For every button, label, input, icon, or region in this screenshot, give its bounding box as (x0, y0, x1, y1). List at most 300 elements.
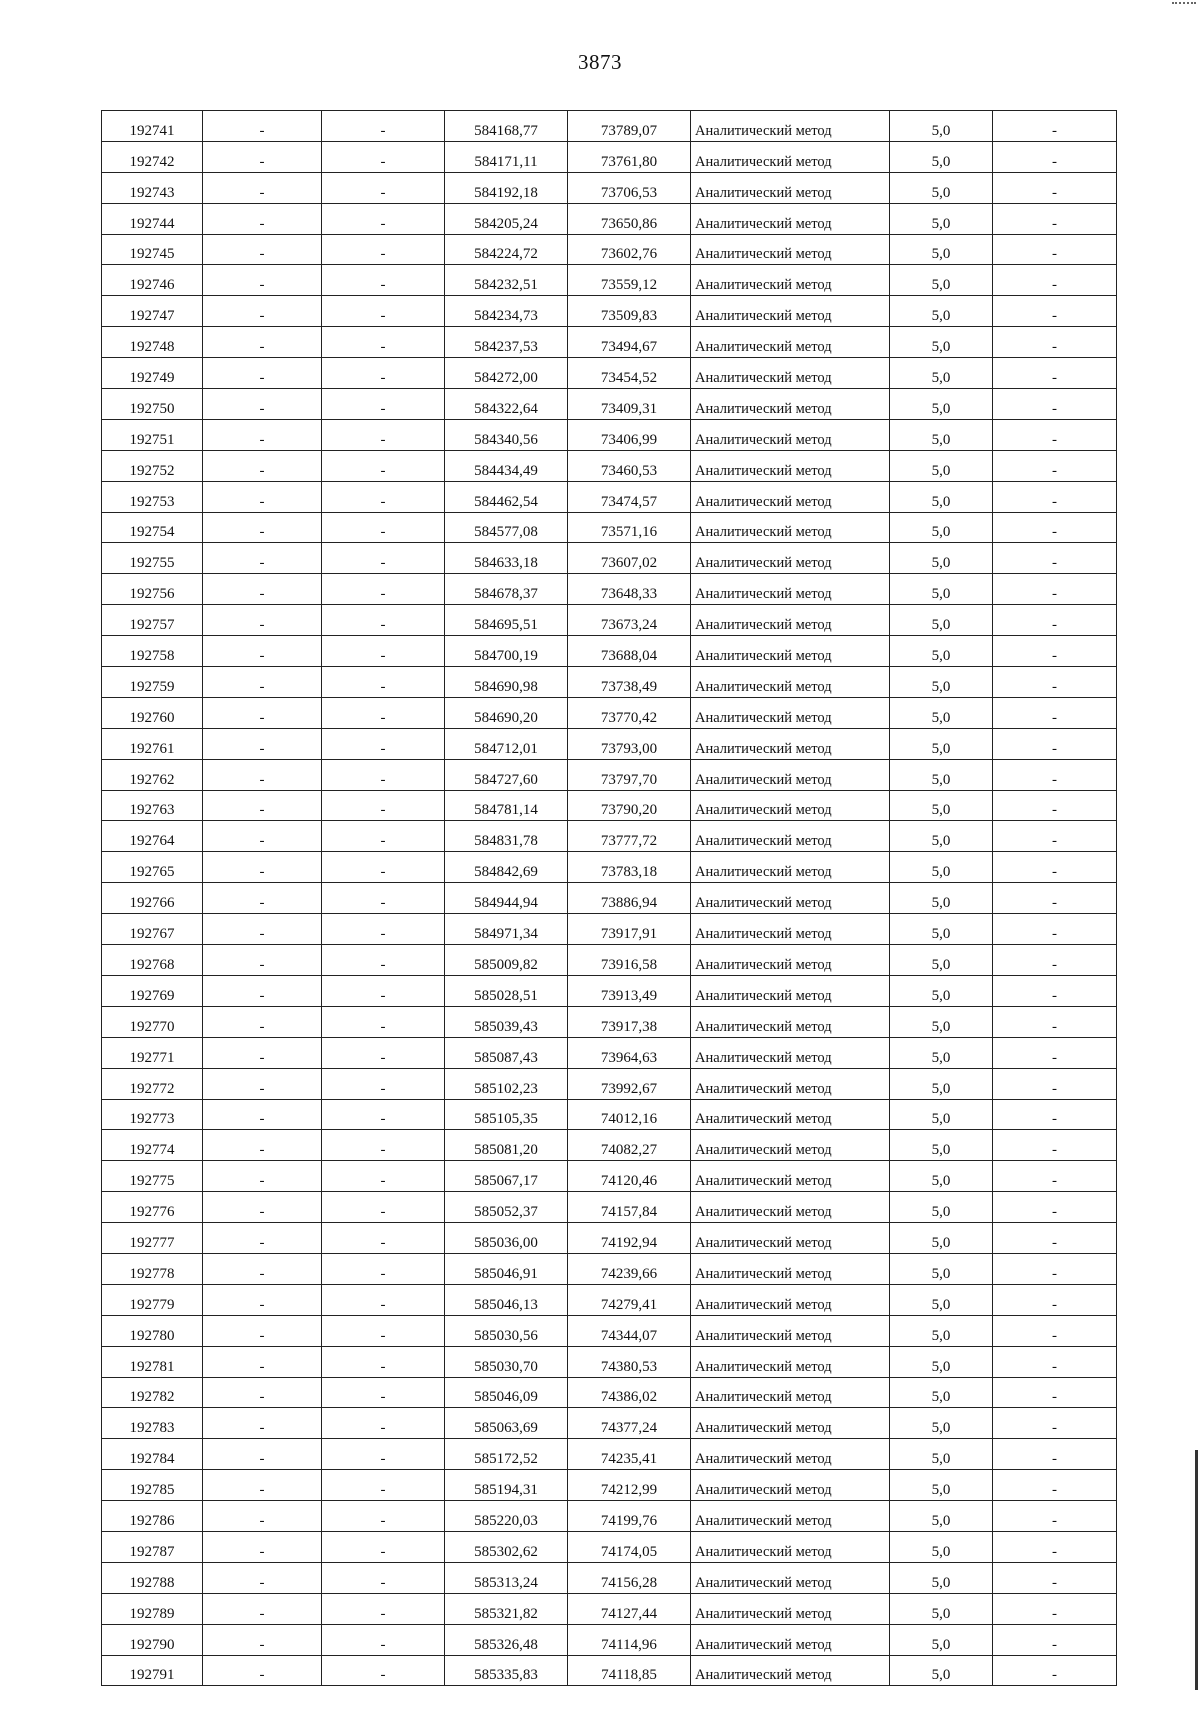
table-row (102, 450, 1117, 481)
table-row (102, 667, 1117, 698)
accuracy-cell: 5,0 (890, 1346, 993, 1377)
description-cell: - (993, 358, 1117, 389)
empty-value-cell: - (203, 1593, 322, 1624)
point-number-cell: 192766 (102, 883, 203, 914)
y-coordinate-cell: 74386,02 (568, 1377, 691, 1408)
y-coordinate-cell: 73571,16 (568, 512, 691, 543)
empty-value-cell: - (203, 636, 322, 667)
table-row (102, 852, 1117, 883)
y-coordinate-cell: 74120,46 (568, 1161, 691, 1192)
empty-value-cell: - (322, 852, 445, 883)
description-cell: - (993, 234, 1117, 265)
empty-value-cell: - (203, 1655, 322, 1686)
table-row (102, 914, 1117, 945)
table-row (102, 790, 1117, 821)
point-number-cell: 192745 (102, 234, 203, 265)
table-row (102, 389, 1117, 420)
accuracy-cell: 5,0 (890, 1655, 993, 1686)
y-coordinate-cell: 73916,58 (568, 945, 691, 976)
x-coordinate-cell: 585326,48 (445, 1624, 568, 1655)
description-cell: - (993, 1408, 1117, 1439)
empty-value-cell: - (203, 728, 322, 759)
empty-value-cell: - (203, 1099, 322, 1130)
point-number-cell: 192777 (102, 1223, 203, 1254)
table-row (102, 1470, 1117, 1501)
table-row (102, 728, 1117, 759)
y-coordinate-cell: 73460,53 (568, 450, 691, 481)
empty-value-cell: - (322, 234, 445, 265)
x-coordinate-cell: 585105,35 (445, 1099, 568, 1130)
empty-value-cell: - (322, 1531, 445, 1562)
empty-value-cell: - (322, 265, 445, 296)
y-coordinate-cell: 74279,41 (568, 1284, 691, 1315)
method-cell: Аналитический метод (691, 914, 890, 945)
accuracy-cell: 5,0 (890, 481, 993, 512)
empty-value-cell: - (322, 821, 445, 852)
empty-value-cell: - (203, 1223, 322, 1254)
point-number-cell: 192754 (102, 512, 203, 543)
description-cell: - (993, 1531, 1117, 1562)
x-coordinate-cell: 584781,14 (445, 790, 568, 821)
x-coordinate-cell: 585067,17 (445, 1161, 568, 1192)
description-cell: - (993, 512, 1117, 543)
empty-value-cell: - (322, 945, 445, 976)
scan-margin-line (1195, 1450, 1198, 1690)
table-row (102, 759, 1117, 790)
y-coordinate-cell: 73917,38 (568, 1006, 691, 1037)
point-number-cell: 192770 (102, 1006, 203, 1037)
y-coordinate-cell: 73789,07 (568, 111, 691, 142)
description-cell: - (993, 852, 1117, 883)
x-coordinate-cell: 585313,24 (445, 1562, 568, 1593)
accuracy-cell: 5,0 (890, 296, 993, 327)
y-coordinate-cell: 73607,02 (568, 543, 691, 574)
description-cell: - (993, 1037, 1117, 1068)
x-coordinate-cell: 584168,77 (445, 111, 568, 142)
accuracy-cell: 5,0 (890, 975, 993, 1006)
y-coordinate-cell: 73777,72 (568, 821, 691, 852)
accuracy-cell: 5,0 (890, 1315, 993, 1346)
empty-value-cell: - (203, 389, 322, 420)
x-coordinate-cell: 584944,94 (445, 883, 568, 914)
method-cell: Аналитический метод (691, 1037, 890, 1068)
accuracy-cell: 5,0 (890, 203, 993, 234)
empty-value-cell: - (322, 883, 445, 914)
y-coordinate-cell: 73964,63 (568, 1037, 691, 1068)
table-row (102, 481, 1117, 512)
empty-value-cell: - (322, 327, 445, 358)
description-cell: - (993, 759, 1117, 790)
accuracy-cell: 5,0 (890, 1562, 993, 1593)
table-row (102, 1161, 1117, 1192)
point-number-cell: 192791 (102, 1655, 203, 1686)
accuracy-cell: 5,0 (890, 234, 993, 265)
point-number-cell: 192759 (102, 667, 203, 698)
accuracy-cell: 5,0 (890, 852, 993, 883)
accuracy-cell: 5,0 (890, 111, 993, 142)
empty-value-cell: - (203, 697, 322, 728)
point-number-cell: 192767 (102, 914, 203, 945)
description-cell: - (993, 1068, 1117, 1099)
empty-value-cell: - (322, 1192, 445, 1223)
point-number-cell: 192789 (102, 1593, 203, 1624)
table-row (102, 1068, 1117, 1099)
description-cell: - (993, 265, 1117, 296)
empty-value-cell: - (322, 358, 445, 389)
table-row (102, 883, 1117, 914)
accuracy-cell: 5,0 (890, 914, 993, 945)
point-number-cell: 192771 (102, 1037, 203, 1068)
empty-value-cell: - (203, 327, 322, 358)
point-number-cell: 192742 (102, 141, 203, 172)
empty-value-cell: - (203, 945, 322, 976)
y-coordinate-cell: 73559,12 (568, 265, 691, 296)
method-cell: Аналитический метод (691, 1624, 890, 1655)
table-row (102, 512, 1117, 543)
empty-value-cell: - (203, 512, 322, 543)
y-coordinate-cell: 73494,67 (568, 327, 691, 358)
accuracy-cell: 5,0 (890, 1192, 993, 1223)
empty-value-cell: - (322, 1377, 445, 1408)
table-row (102, 172, 1117, 203)
method-cell: Аналитический метод (691, 234, 890, 265)
description-cell: - (993, 172, 1117, 203)
point-number-cell: 192775 (102, 1161, 203, 1192)
empty-value-cell: - (203, 1624, 322, 1655)
method-cell: Аналитический метод (691, 1068, 890, 1099)
empty-value-cell: - (203, 1531, 322, 1562)
method-cell: Аналитический метод (691, 1470, 890, 1501)
accuracy-cell: 5,0 (890, 1408, 993, 1439)
point-number-cell: 192747 (102, 296, 203, 327)
method-cell: Аналитический метод (691, 203, 890, 234)
empty-value-cell: - (203, 759, 322, 790)
method-cell: Аналитический метод (691, 605, 890, 636)
point-number-cell: 192769 (102, 975, 203, 1006)
accuracy-cell: 5,0 (890, 172, 993, 203)
point-number-cell: 192752 (102, 450, 203, 481)
empty-value-cell: - (322, 1037, 445, 1068)
point-number-cell: 192774 (102, 1130, 203, 1161)
y-coordinate-cell: 73992,67 (568, 1068, 691, 1099)
accuracy-cell: 5,0 (890, 790, 993, 821)
method-cell: Аналитический метод (691, 883, 890, 914)
empty-value-cell: - (203, 543, 322, 574)
x-coordinate-cell: 585335,83 (445, 1655, 568, 1686)
table-row (102, 1037, 1117, 1068)
y-coordinate-cell: 73783,18 (568, 852, 691, 883)
description-cell: - (993, 667, 1117, 698)
method-cell: Аналитический метод (691, 728, 890, 759)
method-cell: Аналитический метод (691, 327, 890, 358)
empty-value-cell: - (203, 914, 322, 945)
table-row (102, 1284, 1117, 1315)
method-cell: Аналитический метод (691, 1192, 890, 1223)
point-number-cell: 192762 (102, 759, 203, 790)
point-number-cell: 192778 (102, 1253, 203, 1284)
empty-value-cell: - (322, 1130, 445, 1161)
table-row (102, 1223, 1117, 1254)
accuracy-cell: 5,0 (890, 1099, 993, 1130)
y-coordinate-cell: 74377,24 (568, 1408, 691, 1439)
accuracy-cell: 5,0 (890, 1253, 993, 1284)
empty-value-cell: - (322, 1315, 445, 1346)
accuracy-cell: 5,0 (890, 697, 993, 728)
description-cell: - (993, 450, 1117, 481)
empty-value-cell: - (322, 975, 445, 1006)
method-cell: Аналитический метод (691, 172, 890, 203)
empty-value-cell: - (203, 203, 322, 234)
empty-value-cell: - (203, 1377, 322, 1408)
empty-value-cell: - (322, 450, 445, 481)
description-cell: - (993, 141, 1117, 172)
empty-value-cell: - (322, 759, 445, 790)
point-number-cell: 192763 (102, 790, 203, 821)
empty-value-cell: - (322, 543, 445, 574)
y-coordinate-cell: 74380,53 (568, 1346, 691, 1377)
table-row (102, 1531, 1117, 1562)
point-number-cell: 192781 (102, 1346, 203, 1377)
x-coordinate-cell: 584678,37 (445, 574, 568, 605)
empty-value-cell: - (322, 1562, 445, 1593)
empty-value-cell: - (322, 1439, 445, 1470)
empty-value-cell: - (322, 111, 445, 142)
x-coordinate-cell: 585081,20 (445, 1130, 568, 1161)
empty-value-cell: - (322, 1006, 445, 1037)
x-coordinate-cell: 584322,64 (445, 389, 568, 420)
y-coordinate-cell: 73673,24 (568, 605, 691, 636)
accuracy-cell: 5,0 (890, 1501, 993, 1532)
method-cell: Аналитический метод (691, 697, 890, 728)
description-cell: - (993, 636, 1117, 667)
empty-value-cell: - (322, 1223, 445, 1254)
point-number-cell: 192786 (102, 1501, 203, 1532)
point-number-cell: 192768 (102, 945, 203, 976)
empty-value-cell: - (322, 605, 445, 636)
table-row (102, 1501, 1117, 1532)
point-number-cell: 192751 (102, 419, 203, 450)
method-cell: Аналитический метод (691, 1593, 890, 1624)
x-coordinate-cell: 584842,69 (445, 852, 568, 883)
empty-value-cell: - (203, 419, 322, 450)
point-number-cell: 192756 (102, 574, 203, 605)
x-coordinate-cell: 585052,37 (445, 1192, 568, 1223)
table-row (102, 697, 1117, 728)
y-coordinate-cell: 73688,04 (568, 636, 691, 667)
x-coordinate-cell: 585321,82 (445, 1593, 568, 1624)
x-coordinate-cell: 584224,72 (445, 234, 568, 265)
table-row (102, 327, 1117, 358)
accuracy-cell: 5,0 (890, 821, 993, 852)
accuracy-cell: 5,0 (890, 1593, 993, 1624)
accuracy-cell: 5,0 (890, 636, 993, 667)
point-number-cell: 192746 (102, 265, 203, 296)
accuracy-cell: 5,0 (890, 1470, 993, 1501)
x-coordinate-cell: 585039,43 (445, 1006, 568, 1037)
y-coordinate-cell: 73797,70 (568, 759, 691, 790)
y-coordinate-cell: 74082,27 (568, 1130, 691, 1161)
y-coordinate-cell: 73648,33 (568, 574, 691, 605)
empty-value-cell: - (322, 419, 445, 450)
method-cell: Аналитический метод (691, 1284, 890, 1315)
empty-value-cell: - (322, 203, 445, 234)
empty-value-cell: - (203, 481, 322, 512)
point-number-cell: 192773 (102, 1099, 203, 1130)
empty-value-cell: - (203, 450, 322, 481)
y-coordinate-cell: 73650,86 (568, 203, 691, 234)
point-number-cell: 192790 (102, 1624, 203, 1655)
y-coordinate-cell: 73793,00 (568, 728, 691, 759)
x-coordinate-cell: 584712,01 (445, 728, 568, 759)
point-number-cell: 192750 (102, 389, 203, 420)
method-cell: Аналитический метод (691, 1253, 890, 1284)
y-coordinate-cell: 73790,20 (568, 790, 691, 821)
x-coordinate-cell: 585194,31 (445, 1470, 568, 1501)
point-number-cell: 192749 (102, 358, 203, 389)
empty-value-cell: - (322, 1593, 445, 1624)
description-cell: - (993, 1253, 1117, 1284)
method-cell: Аналитический метод (691, 1006, 890, 1037)
empty-value-cell: - (203, 1284, 322, 1315)
description-cell: - (993, 1377, 1117, 1408)
x-coordinate-cell: 584727,60 (445, 759, 568, 790)
y-coordinate-cell: 73917,91 (568, 914, 691, 945)
description-cell: - (993, 697, 1117, 728)
empty-value-cell: - (322, 667, 445, 698)
empty-value-cell: - (322, 1501, 445, 1532)
table-row (102, 1253, 1117, 1284)
accuracy-cell: 5,0 (890, 667, 993, 698)
x-coordinate-cell: 585030,56 (445, 1315, 568, 1346)
empty-value-cell: - (203, 1501, 322, 1532)
accuracy-cell: 5,0 (890, 512, 993, 543)
y-coordinate-cell: 74012,16 (568, 1099, 691, 1130)
description-cell: - (993, 1346, 1117, 1377)
table-row (102, 203, 1117, 234)
accuracy-cell: 5,0 (890, 1624, 993, 1655)
empty-value-cell: - (203, 790, 322, 821)
empty-value-cell: - (322, 1284, 445, 1315)
empty-value-cell: - (203, 975, 322, 1006)
method-cell: Аналитический метод (691, 296, 890, 327)
method-cell: Аналитический метод (691, 512, 890, 543)
point-number-cell: 192784 (102, 1439, 203, 1470)
description-cell: - (993, 1006, 1117, 1037)
empty-value-cell: - (203, 1006, 322, 1037)
method-cell: Аналитический метод (691, 945, 890, 976)
method-cell: Аналитический метод (691, 821, 890, 852)
description-cell: - (993, 1624, 1117, 1655)
empty-value-cell: - (322, 1099, 445, 1130)
description-cell: - (993, 728, 1117, 759)
method-cell: Аналитический метод (691, 1161, 890, 1192)
table-row (102, 141, 1117, 172)
accuracy-cell: 5,0 (890, 945, 993, 976)
method-cell: Аналитический метод (691, 1531, 890, 1562)
accuracy-cell: 5,0 (890, 358, 993, 389)
coordinates-table (101, 110, 1117, 1686)
empty-value-cell: - (322, 512, 445, 543)
empty-value-cell: - (322, 389, 445, 420)
method-cell: Аналитический метод (691, 574, 890, 605)
x-coordinate-cell: 584690,98 (445, 667, 568, 698)
description-cell: - (993, 1161, 1117, 1192)
description-cell: - (993, 574, 1117, 605)
table-row (102, 358, 1117, 389)
table-row (102, 543, 1117, 574)
description-cell: - (993, 975, 1117, 1006)
x-coordinate-cell: 584272,00 (445, 358, 568, 389)
method-cell: Аналитический метод (691, 667, 890, 698)
x-coordinate-cell: 585036,00 (445, 1223, 568, 1254)
table-row (102, 234, 1117, 265)
point-number-cell: 192787 (102, 1531, 203, 1562)
point-number-cell: 192779 (102, 1284, 203, 1315)
empty-value-cell: - (203, 1346, 322, 1377)
y-coordinate-cell: 74114,96 (568, 1624, 691, 1655)
empty-value-cell: - (203, 1037, 322, 1068)
x-coordinate-cell: 584232,51 (445, 265, 568, 296)
x-coordinate-cell: 585302,62 (445, 1531, 568, 1562)
method-cell: Аналитический метод (691, 265, 890, 296)
y-coordinate-cell: 73886,94 (568, 883, 691, 914)
x-coordinate-cell: 584690,20 (445, 697, 568, 728)
method-cell: Аналитический метод (691, 111, 890, 142)
x-coordinate-cell: 584700,19 (445, 636, 568, 667)
point-number-cell: 192783 (102, 1408, 203, 1439)
description-cell: - (993, 790, 1117, 821)
table-row (102, 1593, 1117, 1624)
description-cell: - (993, 203, 1117, 234)
point-number-cell: 192760 (102, 697, 203, 728)
empty-value-cell: - (203, 852, 322, 883)
table-row (102, 1099, 1117, 1130)
y-coordinate-cell: 74239,66 (568, 1253, 691, 1284)
empty-value-cell: - (203, 1192, 322, 1223)
point-number-cell: 192743 (102, 172, 203, 203)
empty-value-cell: - (322, 1624, 445, 1655)
x-coordinate-cell: 584205,24 (445, 203, 568, 234)
method-cell: Аналитический метод (691, 1099, 890, 1130)
description-cell: - (993, 111, 1117, 142)
accuracy-cell: 5,0 (890, 1223, 993, 1254)
description-cell: - (993, 1439, 1117, 1470)
method-cell: Аналитический метод (691, 790, 890, 821)
empty-value-cell: - (203, 574, 322, 605)
page-number: 3873 (578, 50, 622, 74)
y-coordinate-cell: 73406,99 (568, 419, 691, 450)
description-cell: - (993, 883, 1117, 914)
accuracy-cell: 5,0 (890, 1377, 993, 1408)
y-coordinate-cell: 74192,94 (568, 1223, 691, 1254)
point-number-cell: 192772 (102, 1068, 203, 1099)
method-cell: Аналитический метод (691, 543, 890, 574)
table-row (102, 1192, 1117, 1223)
table-row (102, 1130, 1117, 1161)
x-coordinate-cell: 585063,69 (445, 1408, 568, 1439)
x-coordinate-cell: 584237,53 (445, 327, 568, 358)
empty-value-cell: - (203, 1068, 322, 1099)
y-coordinate-cell: 74344,07 (568, 1315, 691, 1346)
method-cell: Аналитический метод (691, 1408, 890, 1439)
x-coordinate-cell: 585046,91 (445, 1253, 568, 1284)
description-cell: - (993, 389, 1117, 420)
x-coordinate-cell: 584577,08 (445, 512, 568, 543)
x-coordinate-cell: 585046,13 (445, 1284, 568, 1315)
table-row (102, 636, 1117, 667)
y-coordinate-cell: 74156,28 (568, 1562, 691, 1593)
empty-value-cell: - (203, 1470, 322, 1501)
